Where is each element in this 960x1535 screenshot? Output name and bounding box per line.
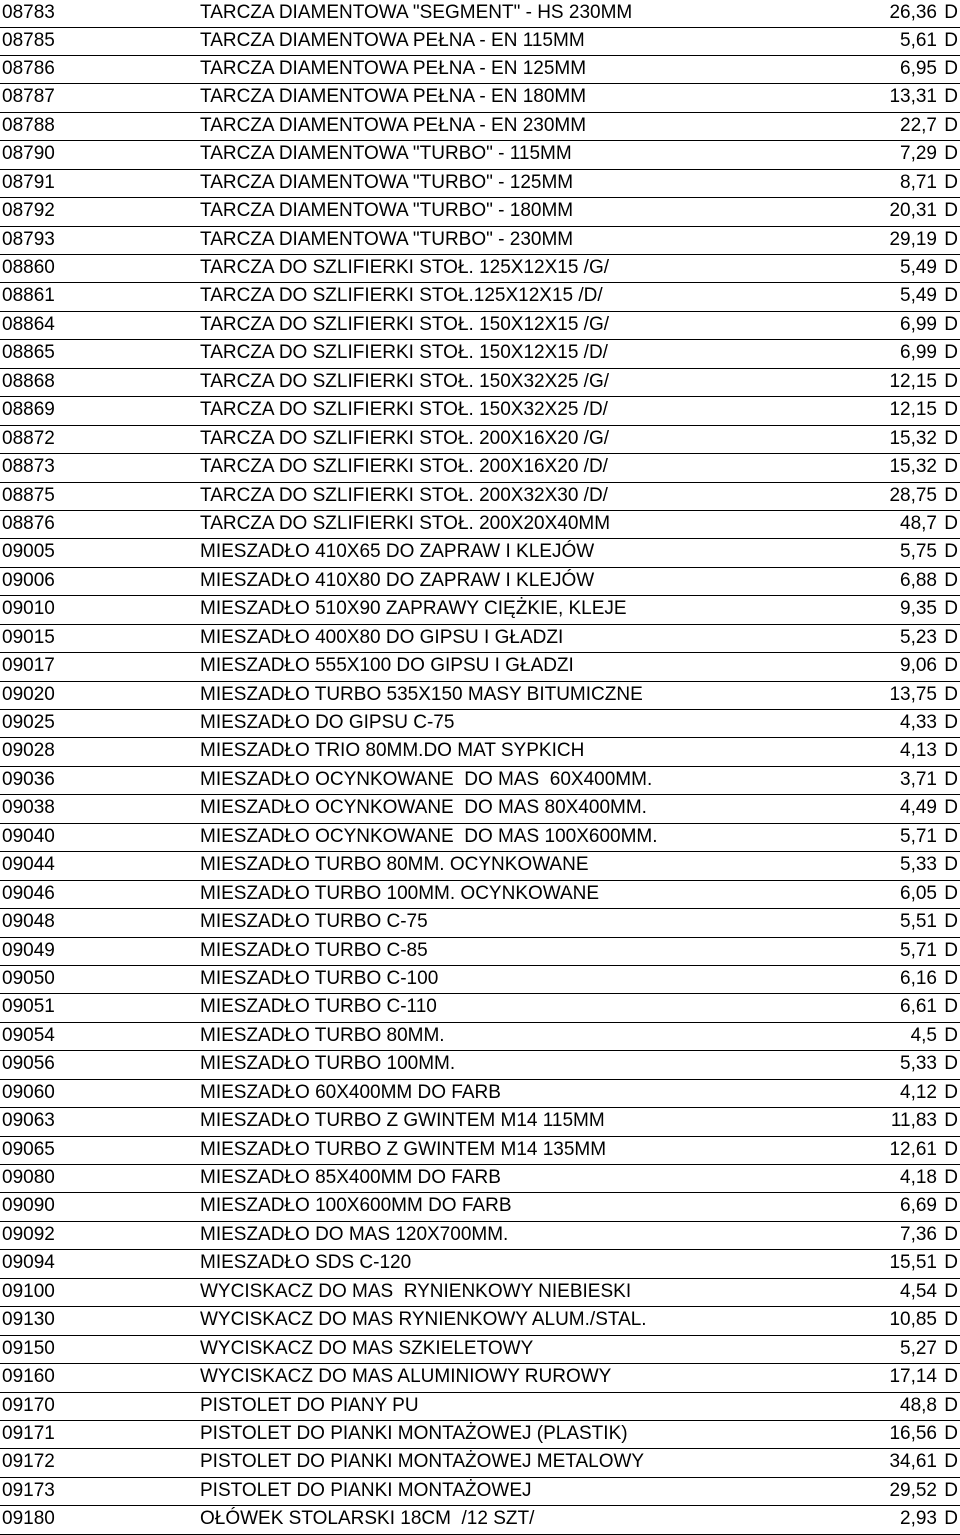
table-row	[0, 539, 960, 567]
product-code: 09038	[2, 797, 55, 819]
product-code: 08861	[2, 285, 55, 307]
product-price: 8,71	[900, 171, 937, 193]
price-unit: D	[944, 854, 958, 876]
product-code: 08869	[2, 399, 55, 421]
product-price: 3,71	[900, 768, 937, 790]
product-name: MIESZADŁO 60X400MM DO FARB	[200, 1081, 501, 1103]
price-unit: D	[944, 996, 958, 1018]
product-name: WYCISKACZ DO MAS RYNIENKOWY NIEBIESKI	[200, 1280, 632, 1302]
product-code: 09060	[2, 1081, 55, 1103]
product-name: MIESZADŁO TURBO 535X150 MASY BITUMICZNE	[200, 683, 643, 705]
product-code: 08875	[2, 484, 55, 506]
product-code: 09051	[2, 996, 55, 1018]
product-price: 4,54	[900, 1280, 937, 1302]
price-unit: D	[944, 1024, 958, 1046]
table-row	[0, 1421, 960, 1449]
table-row	[0, 198, 960, 226]
product-code: 09180	[2, 1508, 55, 1530]
product-code: 08860	[2, 257, 55, 278]
product-price: 6,99	[900, 313, 937, 335]
product-name: TARCZA DO SZLIFIERKI STOŁ. 200X16X20 /G/	[200, 427, 610, 449]
product-code: 08790	[2, 143, 55, 165]
product-code: 09025	[2, 712, 55, 733]
product-code: 08788	[2, 114, 55, 136]
price-unit: D	[944, 342, 958, 364]
table-row	[0, 1449, 960, 1477]
product-price: 5,75	[900, 541, 937, 563]
product-code: 09056	[2, 1053, 55, 1075]
product-code: 09046	[2, 882, 55, 904]
table-row	[0, 938, 960, 966]
price-unit: D	[944, 512, 958, 534]
product-price: 6,69	[900, 1195, 937, 1217]
product-name: WYCISKACZ DO MAS ALUMINIOWY RUROWY	[200, 1366, 612, 1388]
product-name: TARCZA DIAMENTOWA "TURBO" - 115MM	[200, 143, 572, 165]
product-price: 5,51	[900, 911, 937, 933]
product-price: 5,71	[900, 825, 937, 847]
product-code: 09094	[2, 1252, 55, 1274]
product-name: TARCZA DIAMENTOWA "TURBO" - 180MM	[200, 200, 574, 222]
product-price: 6,61	[900, 996, 937, 1018]
price-unit: D	[944, 313, 958, 335]
product-name: MIESZADŁO TURBO 100MM. OCYNKOWANE	[200, 882, 600, 904]
product-code: 09054	[2, 1024, 55, 1046]
product-name: MIESZADŁO 100X600MM DO FARB	[200, 1195, 512, 1217]
product-name: MIESZADŁO 400X80 DO GIPSU I GŁADZI	[200, 626, 564, 648]
price-unit: D	[944, 2, 958, 23]
product-code: 09040	[2, 825, 55, 847]
price-unit: D	[944, 712, 958, 733]
product-name: TARCZA DIAMENTOWA "TURBO" - 125MM	[200, 171, 574, 193]
table-row	[0, 1222, 960, 1250]
product-code: 09015	[2, 626, 55, 648]
table-row	[0, 511, 960, 539]
product-price: 29,19	[889, 228, 937, 250]
product-name: WYCISKACZ DO MAS SZKIELETOWY	[200, 1337, 534, 1359]
product-name: MIESZADŁO TURBO 80MM. OCYNKOWANE	[200, 854, 589, 876]
price-unit: D	[944, 768, 958, 790]
price-unit: D	[944, 1195, 958, 1217]
price-unit: D	[944, 29, 958, 51]
price-unit: D	[944, 1309, 958, 1331]
product-name: MIESZADŁO TURBO 100MM.	[200, 1053, 456, 1075]
product-price: 15,51	[889, 1252, 937, 1274]
table-row	[0, 682, 960, 710]
product-name: MIESZADŁO TURBO Z GWINTEM M14 135MM	[200, 1138, 607, 1160]
product-price: 5,27	[900, 1337, 937, 1359]
price-unit: D	[944, 911, 958, 933]
price-unit: D	[944, 626, 958, 648]
price-unit: D	[944, 797, 958, 819]
product-name: TARCZA DO SZLIFIERKI STOŁ. 125X12X15 /G/	[200, 257, 610, 278]
price-unit: D	[944, 285, 958, 307]
product-code: 09173	[2, 1479, 55, 1501]
product-name: MIESZADŁO 410X65 DO ZAPRAW I KLEJÓW	[200, 541, 595, 563]
product-price: 4,33	[900, 712, 937, 733]
product-price: 5,33	[900, 1053, 937, 1075]
product-price: 5,49	[900, 285, 937, 307]
product-name: MIESZADŁO TRIO 80MM.DO MAT SYPKICH	[200, 740, 585, 762]
product-code: 09080	[2, 1167, 55, 1188]
table-row	[0, 852, 960, 880]
price-unit: D	[944, 882, 958, 904]
table-row	[0, 141, 960, 169]
product-price: 29,52	[889, 1479, 937, 1501]
product-price: 7,36	[900, 1223, 937, 1245]
price-unit: D	[944, 683, 958, 705]
price-unit: D	[944, 1110, 958, 1132]
price-unit: D	[944, 569, 958, 591]
product-price: 5,61	[900, 29, 937, 51]
table-row	[0, 710, 960, 738]
product-price: 4,18	[900, 1167, 937, 1188]
table-row	[0, 0, 960, 28]
product-name: MIESZADŁO TURBO 80MM.	[200, 1024, 445, 1046]
table-row	[0, 1506, 960, 1534]
product-code: 09020	[2, 683, 55, 705]
product-name: MIESZADŁO 510X90 ZAPRAWY CIĘŻKIE, KLEJE	[200, 598, 627, 620]
price-unit: D	[944, 1167, 958, 1188]
product-name: TARCZA DIAMENTOWA PEŁNA - EN 180MM	[200, 86, 587, 108]
price-unit: D	[944, 456, 958, 478]
price-unit: D	[944, 825, 958, 847]
product-price: 4,12	[900, 1081, 937, 1103]
product-name: TARCZA DO SZLIFIERKI STOŁ. 200X32X30 /D/	[200, 484, 608, 506]
price-unit: D	[944, 200, 958, 222]
table-row	[0, 1478, 960, 1506]
product-price: 28,75	[889, 484, 937, 506]
product-price: 48,7	[900, 512, 937, 534]
product-price: 6,88	[900, 569, 937, 591]
table-row	[0, 653, 960, 681]
price-unit: D	[944, 1508, 958, 1530]
product-name: MIESZADŁO OCYNKOWANE DO MAS 100X600MM.	[200, 825, 658, 847]
table-row	[0, 483, 960, 511]
product-price: 20,31	[889, 200, 937, 222]
product-name: TARCZA DIAMENTOWA "TURBO" - 230MM	[200, 228, 574, 250]
price-unit: D	[944, 939, 958, 961]
product-price: 11,83	[890, 1110, 937, 1132]
product-code: 08791	[2, 171, 55, 193]
product-price: 5,49	[900, 257, 937, 278]
product-price: 4,5	[910, 1024, 937, 1046]
product-price: 15,32	[889, 456, 937, 478]
price-unit: D	[944, 1223, 958, 1245]
product-code: 09150	[2, 1337, 55, 1359]
table-row	[0, 738, 960, 766]
product-code: 09006	[2, 569, 55, 591]
product-name: OŁÓWEK STOLARSKI 18CM /12 SZT/	[200, 1508, 535, 1530]
product-name: TARCZA DO SZLIFIERKI STOŁ. 200X20X40MM	[200, 512, 611, 534]
table-row	[0, 28, 960, 56]
table-row	[0, 568, 960, 596]
table-row	[0, 909, 960, 937]
product-name: MIESZADŁO 85X400MM DO FARB	[200, 1167, 501, 1188]
product-name: PISTOLET DO PIANKI MONTAŻOWEJ METALOWY	[200, 1451, 645, 1473]
price-unit: D	[944, 1479, 958, 1501]
price-unit: D	[944, 1337, 958, 1359]
table-row	[0, 113, 960, 141]
product-price: 6,99	[900, 342, 937, 364]
table-row	[0, 1393, 960, 1421]
table-row	[0, 1193, 960, 1221]
price-unit: D	[944, 143, 958, 165]
product-price: 6,95	[900, 57, 937, 79]
product-name: TARCZA DIAMENTOWA PEŁNA - EN 115MM	[200, 29, 585, 51]
product-name: TARCZA DO SZLIFIERKI STOŁ. 150X32X25 /D/	[200, 399, 608, 421]
product-name: TARCZA DO SZLIFIERKI STOŁ. 200X16X20 /D/	[200, 456, 608, 478]
product-code: 09028	[2, 740, 55, 762]
product-code: 08864	[2, 313, 55, 335]
product-code: 09005	[2, 541, 55, 563]
price-unit: D	[944, 257, 958, 278]
price-unit: D	[944, 370, 958, 392]
product-code: 09048	[2, 911, 55, 933]
product-price: 16,56	[889, 1422, 937, 1444]
product-code: 09172	[2, 1451, 55, 1473]
table-row	[0, 426, 960, 454]
product-name: TARCZA DIAMENTOWA "SEGMENT" - HS 230MM	[200, 2, 633, 23]
product-code: 09092	[2, 1223, 55, 1245]
product-name: MIESZADŁO DO GIPSU C-75	[200, 712, 455, 733]
price-unit: D	[944, 1252, 958, 1274]
product-code: 09100	[2, 1280, 55, 1302]
product-code: 09171	[2, 1422, 55, 1444]
table-row	[0, 56, 960, 84]
product-name: MIESZADŁO SDS C-120	[200, 1252, 412, 1274]
product-name: TARCZA DIAMENTOWA PEŁNA - EN 230MM	[200, 114, 587, 136]
product-price: 12,15	[889, 399, 937, 421]
product-price: 5,23	[900, 626, 937, 648]
product-code: 08786	[2, 57, 55, 79]
product-code: 08787	[2, 86, 55, 108]
table-row	[0, 340, 960, 368]
product-price: 26,36	[889, 2, 937, 23]
table-row	[0, 1364, 960, 1392]
price-unit: D	[944, 1422, 958, 1444]
product-price: 5,71	[900, 939, 937, 961]
product-price: 15,32	[889, 427, 937, 449]
product-code: 09050	[2, 967, 55, 989]
table-row	[0, 1051, 960, 1079]
table-row	[0, 1165, 960, 1193]
product-name: MIESZADŁO TURBO C-100	[200, 967, 439, 989]
product-code: 09063	[2, 1110, 55, 1132]
price-unit: D	[944, 427, 958, 449]
price-unit: D	[944, 740, 958, 762]
product-price: 9,06	[900, 655, 937, 677]
table-row	[0, 84, 960, 112]
product-code: 08865	[2, 342, 55, 364]
product-price: 22,7	[900, 114, 937, 136]
table-row	[0, 1108, 960, 1136]
price-unit: D	[944, 1053, 958, 1075]
product-price: 17,14	[889, 1366, 937, 1388]
table-row	[0, 454, 960, 482]
product-name: TARCZA DO SZLIFIERKI STOŁ.125X12X15 /D/	[200, 285, 603, 307]
price-unit: D	[944, 1394, 958, 1416]
product-price: 13,31	[889, 86, 937, 108]
table-row	[0, 312, 960, 340]
product-code: 09036	[2, 768, 55, 790]
price-unit: D	[944, 114, 958, 136]
product-name: PISTOLET DO PIANY PU	[200, 1394, 419, 1416]
product-price: 48,8	[900, 1394, 937, 1416]
product-code: 09090	[2, 1195, 55, 1217]
price-unit: D	[944, 1280, 958, 1302]
table-row	[0, 824, 960, 852]
product-code: 08873	[2, 456, 55, 478]
product-name: MIESZADŁO OCYNKOWANE DO MAS 60X400MM.	[200, 768, 653, 790]
product-name: MIESZADŁO TURBO C-110	[200, 996, 437, 1018]
product-name: PISTOLET DO PIANKI MONTAŻOWEJ (PLASTIK)	[200, 1422, 628, 1444]
table-row	[0, 1279, 960, 1307]
product-code: 08793	[2, 228, 55, 250]
price-unit: D	[944, 1451, 958, 1473]
product-price: 4,13	[900, 740, 937, 762]
price-unit: D	[944, 541, 958, 563]
product-code: 09049	[2, 939, 55, 961]
price-unit: D	[944, 86, 958, 108]
product-code: 09170	[2, 1394, 55, 1416]
table-row	[0, 767, 960, 795]
product-name: MIESZADŁO OCYNKOWANE DO MAS 80X400MM.	[200, 797, 647, 819]
product-code: 09160	[2, 1366, 55, 1388]
table-row	[0, 625, 960, 653]
table-row	[0, 1336, 960, 1364]
product-code: 09044	[2, 854, 55, 876]
price-unit: D	[944, 228, 958, 250]
table-row	[0, 1250, 960, 1278]
table-row	[0, 596, 960, 624]
price-unit: D	[944, 399, 958, 421]
product-name: MIESZADŁO TURBO C-75	[200, 911, 428, 933]
product-name: MIESZADŁO 555X100 DO GIPSU I GŁADZI	[200, 655, 574, 677]
product-name: MIESZADŁO TURBO Z GWINTEM M14 115MM	[200, 1110, 605, 1132]
product-price: 2,93	[900, 1508, 937, 1530]
product-price: 34,61	[889, 1451, 937, 1473]
product-name: TARCZA DO SZLIFIERKI STOŁ. 150X12X15 /G/	[200, 313, 610, 335]
table-row	[0, 227, 960, 255]
product-code: 08876	[2, 512, 55, 534]
product-price: 10,85	[889, 1309, 937, 1331]
table-row	[0, 369, 960, 397]
product-name: PISTOLET DO PIANKI MONTAŻOWEJ	[200, 1479, 532, 1501]
product-name: MIESZADŁO TURBO C-85	[200, 939, 428, 961]
table-row	[0, 1023, 960, 1051]
table-row	[0, 397, 960, 425]
product-name: WYCISKACZ DO MAS RYNIENKOWY ALUM./STAL.	[200, 1309, 647, 1331]
product-price: 12,61	[889, 1138, 937, 1160]
product-code: 09130	[2, 1309, 55, 1331]
table-row	[0, 966, 960, 994]
product-code: 08785	[2, 29, 55, 51]
table-row	[0, 795, 960, 823]
product-code: 09017	[2, 655, 55, 677]
table-row	[0, 1137, 960, 1165]
price-unit: D	[944, 57, 958, 79]
price-unit: D	[944, 1081, 958, 1103]
price-unit: D	[944, 967, 958, 989]
product-price: 6,05	[900, 882, 937, 904]
price-unit: D	[944, 1366, 958, 1388]
product-price: 12,15	[889, 370, 937, 392]
table-row	[0, 283, 960, 311]
product-price: 6,16	[900, 967, 937, 989]
table-row	[0, 1080, 960, 1108]
price-unit: D	[944, 655, 958, 677]
product-price: 9,35	[900, 598, 937, 620]
table-row	[0, 994, 960, 1022]
product-code: 09010	[2, 598, 55, 620]
product-price: 13,75	[889, 683, 937, 705]
price-unit: D	[944, 171, 958, 193]
product-code: 08872	[2, 427, 55, 449]
price-unit: D	[944, 598, 958, 620]
table-row	[0, 881, 960, 909]
product-code: 08783	[2, 2, 55, 23]
price-unit: D	[944, 484, 958, 506]
product-price: 5,33	[900, 854, 937, 876]
table-row	[0, 255, 960, 283]
price-unit: D	[944, 1138, 958, 1160]
product-price: 4,49	[900, 797, 937, 819]
product-name: TARCZA DIAMENTOWA PEŁNA - EN 125MM	[200, 57, 587, 79]
product-code: 09065	[2, 1138, 55, 1160]
product-code: 08792	[2, 200, 55, 222]
product-name: TARCZA DO SZLIFIERKI STOŁ. 150X12X15 /D/	[200, 342, 608, 364]
product-price: 7,29	[900, 143, 937, 165]
product-name: MIESZADŁO 410X80 DO ZAPRAW I KLEJÓW	[200, 569, 595, 591]
product-code: 08868	[2, 370, 55, 392]
product-name: MIESZADŁO DO MAS 120X700MM.	[200, 1223, 509, 1245]
product-name: TARCZA DO SZLIFIERKI STOŁ. 150X32X25 /G/	[200, 370, 610, 392]
table-row	[0, 1307, 960, 1335]
table-row	[0, 170, 960, 198]
